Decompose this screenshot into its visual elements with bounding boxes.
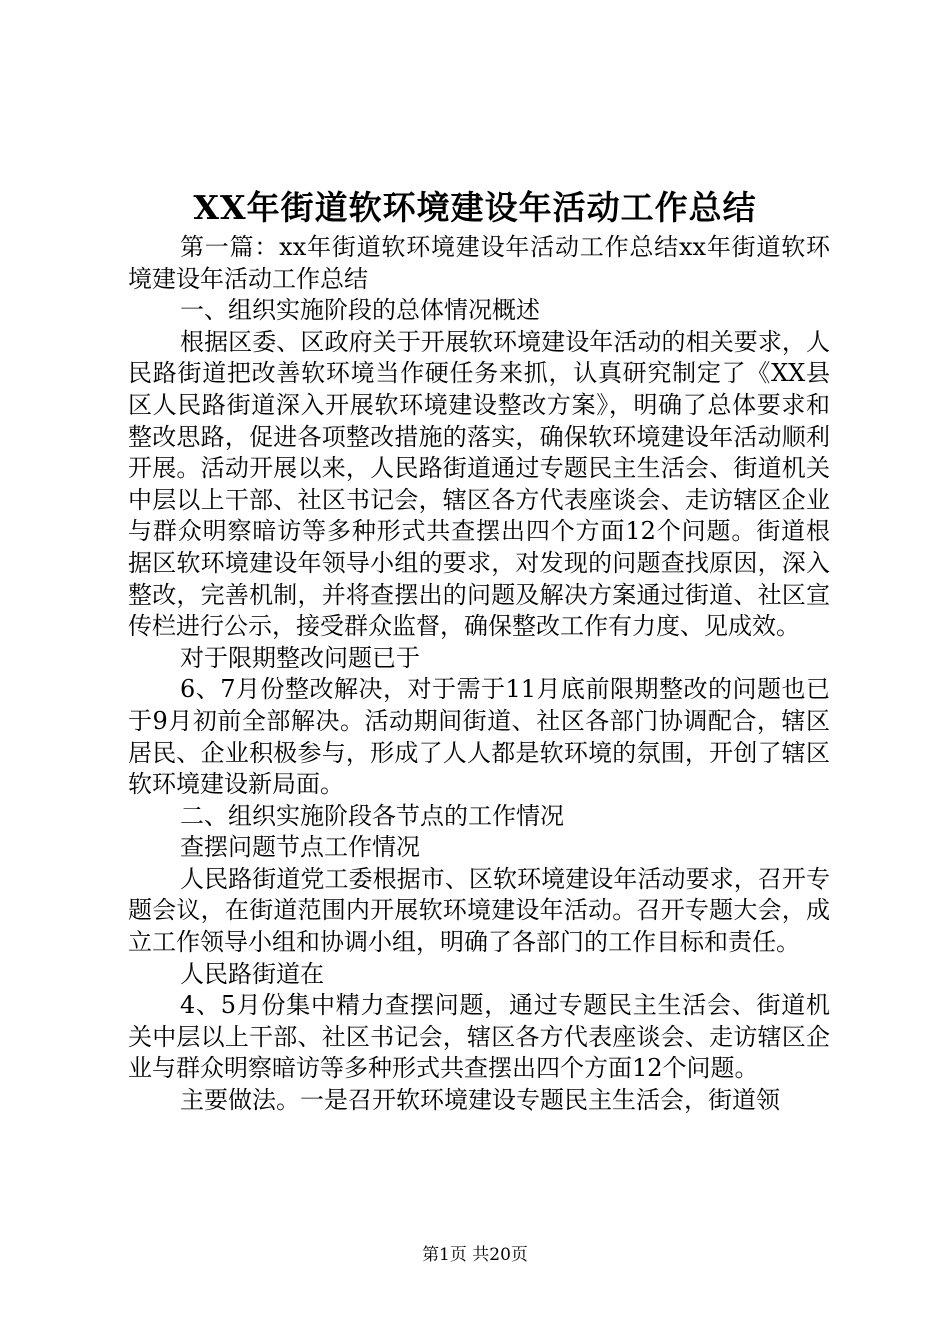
paragraph-party-committee: 人民路街道党工委根据市、区软环境建设年活动要求，召开专题会议，在街道范围内开展软环境建设年活动。召开专题大会，成立工作领导小组和协调小组，明确了各部门的工作目标和责任。: [128, 864, 830, 957]
subsection-heading: 查摆问题节点工作情况: [180, 833, 420, 862]
paragraph-deadline: 对于限期整改问题已于: [180, 643, 420, 672]
paragraph-resolution: 6、7月份整改解决，对于需于11月底前限期整改的问题也已于9月初前全部解决。活动期间街道、社区各部门协调配合，辖区居民、企业积极参与，形成了人人都是软环境的氛围，开创了辖区软环境建设新局面。: [128, 675, 830, 799]
paragraph-main-practice: 主要做法。一是召开软环境建设专题民主生活会，街道领: [180, 1086, 780, 1115]
document-body: [128, 232, 830, 1117]
section-heading-2: 二、组织实施阶段各节点的工作情况: [180, 801, 564, 830]
section-heading-1: 一、组织实施阶段的总体情况概述: [180, 296, 540, 325]
page-footer: 第1页 共20页: [422, 1245, 528, 1265]
paragraph-overview: 根据区委、区政府关于开展软环境建设年活动的相关要求，人民路街道把改善软环境当作硬任务来抓，认真研究制定了《XX县区人民路街道深入开展软环境建设整改方案》，明确了总体要求和整改思路，促进各项整改措施的落实，确保软环境建设年活动顺利开展。活动开展以来，人民路街道通过专题民主生活会、街道机关中层以上干部、社区书记会，辖区各方代表座谈会、走访辖区企业与群众明察暗访等多种形式共查摆出四个方面12个问题。街道根据区软环境建设年领导小组的要求，对发现的问题查找原因，深入整改，完善机制，并将查摆出的问题及解决方案通过街道、社区宣传栏进行公示，接受群众监督，确保整改工作有力度、见成效。: [128, 327, 830, 641]
paragraph-street-in: 人民路街道在: [180, 959, 324, 988]
document-title: XX年街道软环境建设年活动工作总结: [193, 188, 757, 227]
paragraph-intro: 第一篇：xx年街道软环境建设年活动工作总结xx年街道软环境建设年活动工作总结: [128, 233, 830, 293]
paragraph-april-may: 4、5月份集中精力查摆问题，通过专题民主生活会、街道机关中层以上干部、社区书记会，辖区各方代表座谈会、走访辖区企业与群众明察暗访等多种形式共查摆出四个方面12个问题。: [128, 991, 830, 1083]
